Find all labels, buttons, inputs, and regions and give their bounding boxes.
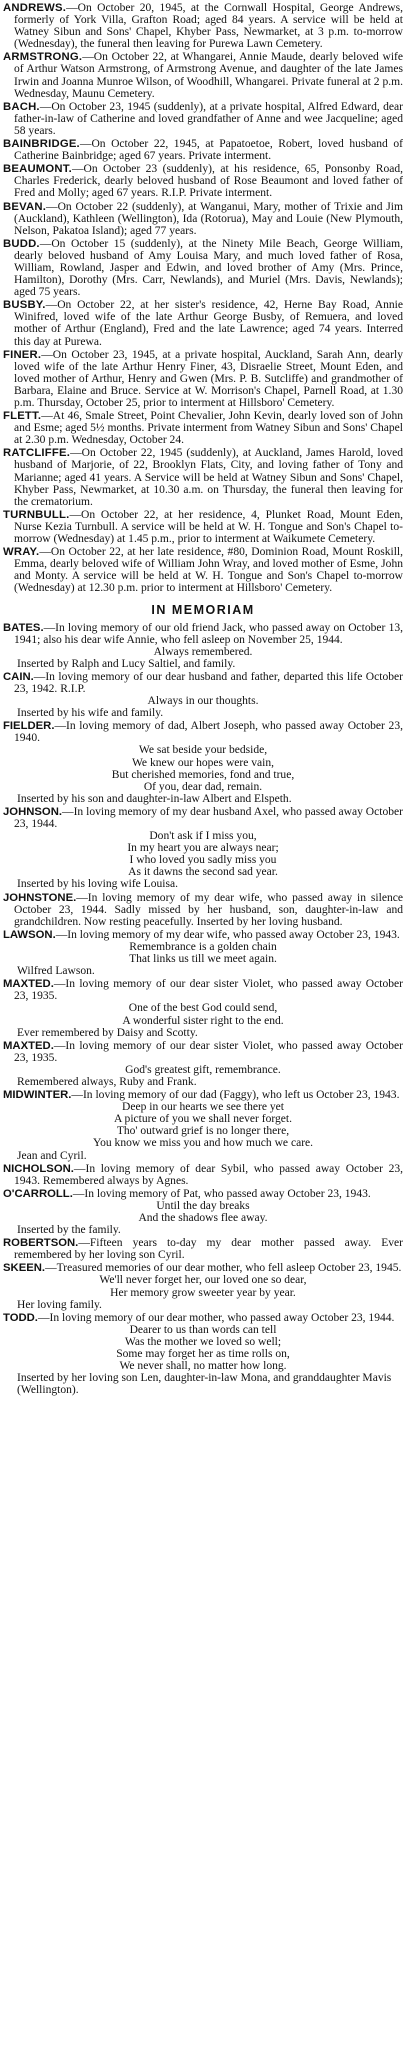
memoriam-verse-line: Tho' outward grief is no longer there, <box>116 1125 290 1138</box>
memoriam-name: MAXTED. <box>3 1039 54 1052</box>
notice-text: —On October 22, at her sister's residence, 42, Herne Bay Road, Annie Winifred, loved wife of the late Arthur George Busby, of Remuera, and loved mother of Arthur (England), Fred and the late Lawrence; aged 74 years. Interred this day at Purewa. <box>14 299 403 348</box>
notice-name: BEVAN. <box>3 200 47 213</box>
memoriam-verse-line: But cherished memories, fond and true, <box>111 768 295 781</box>
memoriam-signature: Inserted by his loving wife Louisa. <box>17 878 178 891</box>
memoriam-text: —Fifteen years to-day my dear mother passed away. Ever remembered by her loving son Cyril. <box>14 1237 403 1262</box>
memoriam-notice <box>3 1188 403 1236</box>
memoriam-intro <box>3 1237 403 1261</box>
death-notices <box>3 2 403 595</box>
memoriam-notice <box>3 1312 403 1397</box>
memoriam-verse-line: As it dawns the second sad year. <box>128 866 278 879</box>
notice-name: TURNBULL. <box>3 508 70 521</box>
memoriam-verse-line: Some may forget her as time rolls on, <box>116 1348 290 1361</box>
memoriam-verse-line: A wonderful sister right to the end. <box>122 1014 284 1027</box>
death-notice <box>3 163 403 199</box>
memoriam-verse-line: Don't ask if I miss you, <box>149 830 257 843</box>
memoriam-signature: Inserted by her loving son Len, daughter-in-law Mona, and granddaughter Mavis (Wellington). <box>17 1372 392 1397</box>
memoriam-text: —In loving memory of dear Sybil, who passed away October 23, 1943. Remembered always by Agnes. <box>14 1162 403 1187</box>
death-notice <box>3 410 403 446</box>
memoriam-text: —In loving memory of Pat, who passed away October 23, 1943. <box>72 1187 371 1200</box>
notice-text: —On October 23, 1945, at a private hospital, Auckland, Sarah Ann, dearly loved wife of the late Arthur Henry Finer, 43, Disraelie Street, Mount Eden, and loved mother of Arthur, Henry and Gwen (Mrs. P. B. Sutcliffe) and grandmother of Barbara, Elaine and Bruce. Service at W. Morrison's Chapel, Parnell Road, at 1.30 p.m. Thursday, October 25, prior to interment at Hillsboro' Cemetery. <box>14 348 403 409</box>
memoriam-notice <box>3 720 403 805</box>
memoriam-verse-line: Always in our thoughts. <box>147 695 259 708</box>
memoriam-text: —In loving memory of our dad (Faggy), who left us October 23, 1943. <box>71 1089 400 1102</box>
notice-text: —On October 22, 1945 (suddenly), at Auckland, James Harold, loved husband of Marjorie, of 22, Brooklyn Flats, City, and loving father of Tony and Marianne; aged 41 years. A Service will be held at Watney Sibun and Sons' Chapel, Khyber Pass, Newmarket, at 10.30 a.m. on Thursday, the funeral then leaving for the crematorium. <box>14 447 403 508</box>
memoriam-verse-line: A picture of you we shall never forget. <box>113 1113 293 1126</box>
memoriam-name: BATES. <box>3 621 44 634</box>
death-notice <box>3 447 403 507</box>
memoriam-notice <box>3 671 403 719</box>
memoriam-signature: Inserted by his son and daughter-in-law Albert and Elspeth. <box>17 792 292 805</box>
memoriam-intro <box>3 1040 403 1064</box>
notice-text: —At 46, Smale Street, Point Chevalier, John Kevin, dearly loved son of John and Esme; aged 5½ months. Private interment from Watney Sibun and Sons' Chapel at 2.30 p.m. Wednesday, October 24. <box>14 410 403 447</box>
notice-name: BACH. <box>3 100 40 113</box>
notice-name: WRAY. <box>3 546 40 559</box>
memoriam-notice <box>3 806 403 891</box>
memoriam-intro <box>3 1163 403 1187</box>
memoriam-intro <box>3 1188 403 1200</box>
memoriam-verse-line: We'll never forget her, our loved one so dear, <box>99 1274 307 1287</box>
memoriam-name: TODD. <box>3 1311 38 1324</box>
notice-text: —On October 22, at Whangarei, Annie Maude, dearly beloved wife of Arthur Watson Armstrong, of Armstrong Avenue, and daughter of the late James Irwin and Joanna Munroe Wilson, of Woodhill, Whangarei. Private funeral at 2 p.m. Wednesday, Maunu Cemetery. <box>14 51 403 100</box>
memoriam-verse-line: One of the best God could send, <box>128 1002 278 1015</box>
notice-name: ANDREWS. <box>3 2 67 14</box>
memoriam-notice <box>3 1262 403 1310</box>
memoriam-verse-line: Of you, dear dad, remain. <box>143 780 263 793</box>
memoriam-signature: Inserted by Ralph and Lucy Saltiel, and family. <box>17 657 236 670</box>
memoriam-intro <box>3 1312 403 1324</box>
memoriam-verse-line: Until the day breaks <box>156 1199 250 1212</box>
memoriam-verse-line: That links us till we meet again. <box>129 953 277 966</box>
memoriam-intro <box>3 806 403 830</box>
notice-text: —On October 22 (suddenly), at Wanganui, Mary, mother of Trixie and Jim (Auckland), Kathleen (Wellington), Ida (Rotorua), May and Louie (New Plymouth, Nelson, Pakatoa Island); aged 77 years. <box>14 200 403 237</box>
memoriam-intro <box>3 720 403 744</box>
memoriam-signature: Inserted by the family. <box>17 1224 121 1237</box>
notice-name: BAINBRIDGE. <box>3 138 80 151</box>
memoriam-notice <box>3 622 403 670</box>
notice-name: RATCLIFFE. <box>3 447 71 460</box>
death-notice <box>3 2 403 50</box>
notice-name: ARMSTRONG. <box>3 51 83 64</box>
memoriam-verse-line: God's greatest gift, remembrance. <box>125 1063 281 1076</box>
memoriam-verse-line: Her memory grow sweeter year by year. <box>110 1286 296 1299</box>
memoriam-signature: Ever remembered by Daisy and Scotty. <box>17 1026 198 1039</box>
memoriam-signature: Remembered always, Ruby and Frank. <box>17 1075 197 1088</box>
memoriam-intro <box>3 671 403 695</box>
memoriam-notice <box>3 1163 403 1187</box>
memoriam-signature: Inserted by his wife and family. <box>17 707 164 720</box>
memoriam-text: —In loving memory of our dear sister Violet, who passed away October 23, 1935. <box>14 1039 403 1064</box>
memoriam-intro <box>3 1089 403 1101</box>
memoriam-text: —In loving memory of our dear mother, who passed away October 23, 1944. <box>37 1311 395 1324</box>
memoriam-notice <box>3 1040 403 1088</box>
memoriam-intro <box>3 1262 403 1274</box>
memoriam-notice <box>3 929 403 977</box>
memoriam-verse-line: We knew our hopes were vain, <box>131 756 275 769</box>
death-notice <box>3 546 403 594</box>
memoriam-text: —In loving memory of dad, Albert Joseph, who passed away October 23, 1940. <box>14 720 403 745</box>
memoriam-text: —Treasured memories of our dear mother, who fell asleep October 23, 1945. <box>45 1262 402 1275</box>
memoriam-text: —In loving memory of my dear wife, who passed away October 23, 1943. <box>55 928 400 941</box>
memoriam-text: —In loving memory of my dear husband Axel, who passed away October 23, 1944. <box>14 805 403 830</box>
memoriam-text: —In loving memory of my dear wife, who passed away in silence October 23, 1944. Sadly missed by her husband, son, daughter-in-law and grandchildren. Now resting peacefully. Inserted by her loving husband. <box>14 891 403 928</box>
notice-name: BEAUMONT. <box>3 163 72 176</box>
notice-name: BUSBY. <box>3 299 46 312</box>
memoriam-name: JOHNSTONE. <box>3 891 77 904</box>
notice-text: —On October 15 (suddenly), at the Ninety Mile Beach, George William, dearly beloved husband of Amy Louisa Mary, and much loved father of Rosa, William, Rowland, Jasper and Edwin, and loved brother of Amy (Mrs. Prince, Hamilton), Dorothy (Mrs. Carr, Newlands), and Muriel (Mrs. Davis, Newlands); aged 75 years. <box>14 237 403 299</box>
death-notice <box>3 349 403 409</box>
death-notice <box>3 299 403 347</box>
memoriam-verse-line: Dearer to us than words can tell <box>129 1323 277 1336</box>
memoriam-verse-line: We sat beside your bedside, <box>138 744 268 757</box>
memoriam-notice <box>3 892 403 928</box>
memoriam-notice <box>3 1089 403 1162</box>
memoriam-verse-line: In my heart you are always near; <box>127 842 279 855</box>
memoriam-signature: Her loving family. <box>17 1298 102 1311</box>
memoriam-signature: Wilfred Lawson. <box>17 965 95 978</box>
memoriam-name: O'CARROLL. <box>3 1187 73 1200</box>
memoriam-verse-line: You know we miss you and how much we care. <box>92 1137 314 1150</box>
notice-text: —On October 20, 1945, at the Cornwall Hospital, George Andrews, formerly of York Villa, Grafton Road; aged 84 years. A service will be held at Watney Sibun and Sons' Chapel, Khyber Pass, Newmarket, at 3 p.m. to-morrow (Wednesday), the funeral then leaving for Purewa Lawn Cemetery. <box>14 2 403 51</box>
notice-text: —On October 22, 1945, at Papatoetoe, Robert, loved husband of Catherine Bainbridge; aged 67 years. Private interment. <box>14 138 403 163</box>
memoriam-intro <box>3 978 403 1002</box>
memoriam-name: SKEEN. <box>3 1262 46 1275</box>
death-notice <box>3 138 403 162</box>
notice-text: —On October 23 (suddenly), at his residence, 65, Ponsonby Road, Charles Frederick, dearly beloved husband of Rose Beaumont and loved father of Fred and Molly; aged 67 years. R.I.P. Private interment. <box>14 163 403 200</box>
memoriam-signature: Jean and Cyril. <box>17 1149 87 1162</box>
memoriam-verse-line: Was the mother we loved so well; <box>124 1335 282 1348</box>
memoriam-name: NICHOLSON. <box>3 1162 74 1175</box>
memoriam-verse-line: Remembrance is a golden chain <box>129 940 277 953</box>
death-notice <box>3 238 403 298</box>
death-notice <box>3 509 403 545</box>
notice-name: FINER. <box>3 348 42 361</box>
memoriam-text: —In loving memory of our dear sister Violet, who passed away October 23, 1935. <box>14 978 403 1003</box>
death-notice <box>3 201 403 237</box>
memoriam-notice <box>3 978 403 1038</box>
notice-name: BUDD. <box>3 237 40 250</box>
memoriam-notices <box>3 622 403 1397</box>
memoriam-verse-line: We never shall, no matter how long. <box>119 1360 287 1373</box>
memoriam-name: FIELDER. <box>3 720 55 733</box>
memoriam-intro <box>3 929 403 941</box>
in-memoriam-heading: IN MEMORIAM <box>151 602 255 617</box>
memoriam-name: MAXTED. <box>3 978 54 991</box>
memoriam-name: ROBERTSON. <box>3 1237 79 1250</box>
notice-text: —On October 22, at her late residence, #80, Dominion Road, Mount Roskill, Emma, dearly beloved wife of William John Wray, and loved mother of Esme, John and Monty. A service will be held at W. H. Tongue and Son's Chapel to-morrow (Wednesday) at 12.30 p.m. prior to interment at Hillsboro' Cemetery. <box>14 546 403 595</box>
memoriam-verse-line: And the shadows flee away. <box>138 1212 268 1224</box>
death-notice <box>3 51 403 99</box>
death-notice <box>3 101 403 137</box>
memoriam-text: —In loving memory of our dear husband and father, departed this life October 23, 1942. R.I.P. <box>14 670 403 695</box>
memoriam-name: JOHNSON. <box>3 805 63 818</box>
memoriam-name: MIDWINTER. <box>3 1089 72 1102</box>
memoriam-verse-line: Always remembered. <box>153 645 253 658</box>
notice-name: FLETT. <box>3 410 42 423</box>
memoriam-name: LAWSON. <box>3 928 56 941</box>
memoriam-intro <box>3 892 403 928</box>
memoriam-intro <box>3 622 403 646</box>
notice-text: —On October 22, at her residence, 4, Plunket Road, Mount Eden, Nurse Kezia Turnbull. A service will be held at W. H. Tongue and Son's Chapel to-morrow (Wednesday) at 1.45 p.m., prior to interment at Waikumete Cemetery. <box>14 508 403 546</box>
memoriam-verse-line: Deep in our hearts we see there yet <box>122 1101 284 1114</box>
memoriam-verse-line: I who loved you sadly miss you <box>129 854 277 867</box>
memoriam-notice <box>3 1237 403 1261</box>
memoriam-name: CAIN. <box>3 670 34 683</box>
notice-text: —On October 23, 1945 (suddenly), at a private hospital, Alfred Edward, dear father-in-law of Catherine and loved grandfather of Anne and wee Jacqueline; aged 58 years. <box>14 100 403 137</box>
memoriam-text: —In loving memory of our old friend Jack, who passed away on October 13, 1941; also his dear wife Annie, who fell asleep on November 25, 1944. <box>14 621 403 646</box>
